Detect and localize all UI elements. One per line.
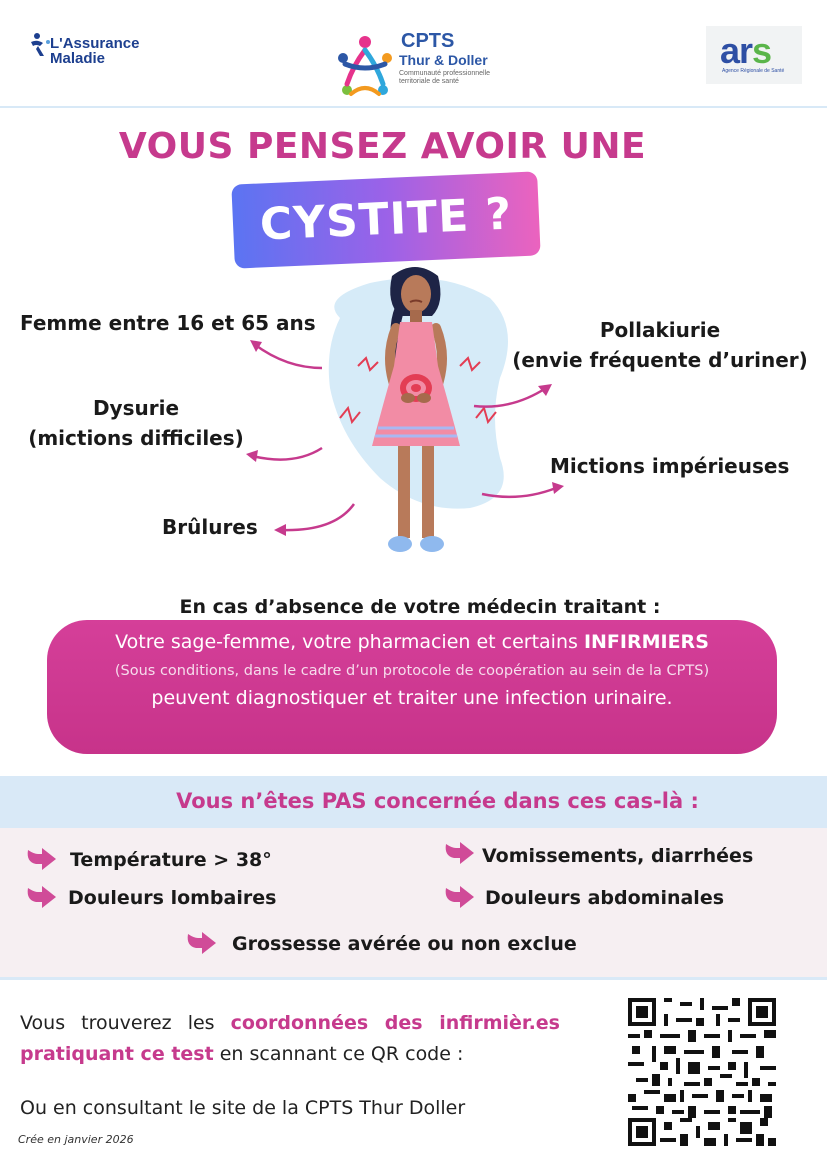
symptom-femme: Femme entre 16 et 65 ans [20, 311, 316, 335]
logo-left-line1: L'Assurance [50, 35, 140, 52]
arrow-bullet-icon [24, 846, 58, 872]
absence-line1-text: Votre sage-femme, votre pharmacien et certains [115, 631, 584, 653]
arrow-pollakiurie-icon [472, 380, 556, 414]
assurance-maladie-logo [28, 30, 158, 74]
arrow-femme-icon [246, 334, 326, 374]
ars-logo [706, 26, 802, 84]
absence-line3: peuvent diagnostiquer et traiter une infection urinaire. [151, 687, 673, 709]
symptom-pollakiurie-line2: (envie fréquente d’uriner) [512, 348, 808, 372]
symptom-brulures: Brûlures [162, 515, 258, 539]
arrow-bullet-icon [442, 840, 476, 866]
title-line2: CYSTITE ? [258, 188, 514, 251]
symptom-dysurie [20, 393, 252, 453]
logo-left-line2: Maladie [50, 50, 106, 67]
absence-line2: (Sous conditions, dans le cadre d’un protocole de coopération au sein de la CPTS) [114, 663, 710, 679]
symptom-dysurie-line1: Dysurie [92, 396, 180, 420]
arrow-mictions-icon [480, 478, 566, 506]
logo-center-line1: CPTS [401, 30, 455, 52]
info-pre: Vous trouverez les [20, 1012, 231, 1034]
info-line2: Ou en consultant le site de la CPTS Thur Doller [20, 1097, 466, 1119]
info-highlight: coordonnées des infirmièr.es pratiquant ce test [20, 1012, 560, 1065]
cpts-logo [333, 30, 513, 106]
header-bar [0, 0, 827, 108]
symptom-pollakiurie [508, 315, 812, 375]
symptom-dysurie-line2: (mictions difficiles) [28, 426, 244, 450]
symptom-mictions: Mictions impérieuses [550, 454, 790, 478]
exclusion-item: Vomissements, diarrhées [482, 845, 754, 867]
arrow-bullet-icon [184, 930, 218, 956]
info-post: en scannant ce QR code : [213, 1043, 464, 1065]
qr-code[interactable] [628, 998, 776, 1146]
arrow-brulures-icon [272, 500, 358, 540]
logo-right-sub: Agence Régionale de Santé [722, 68, 785, 74]
absence-line1 [47, 631, 777, 653]
arrow-bullet-icon [24, 884, 58, 910]
exclusion-item: Douleurs lombaires [68, 887, 277, 909]
exclusion-item: Grossesse avérée ou non exclue [232, 933, 577, 955]
symptom-pollakiurie-line1: Pollakiurie [599, 318, 721, 342]
info-paragraph [20, 1008, 560, 1070]
arrow-bullet-icon [442, 884, 476, 910]
logo-center-sub: Communauté professionnelle territoriale de santé [399, 70, 491, 85]
absence-heading: En cas d’absence de votre médecin traitant : [179, 596, 661, 618]
logo-center-line2: Thur & Doller [399, 52, 488, 68]
ars-wordmark: ars [720, 30, 772, 71]
creation-date: Crée en janvier 2026 [18, 1133, 134, 1146]
arrow-dysurie-icon [244, 440, 326, 470]
title-line1: VOUS PENSEZ AVOIR UNE [118, 126, 647, 167]
cpts-people-icon [333, 32, 397, 104]
exclusion-item: Température > 38° [70, 849, 272, 871]
exclusion-item: Douleurs abdominales [485, 887, 725, 909]
absence-line1-bold: INFIRMIERS [583, 631, 709, 653]
exclusions-heading: Vous n’êtes PAS concernée dans ces cas-là : [176, 789, 699, 813]
